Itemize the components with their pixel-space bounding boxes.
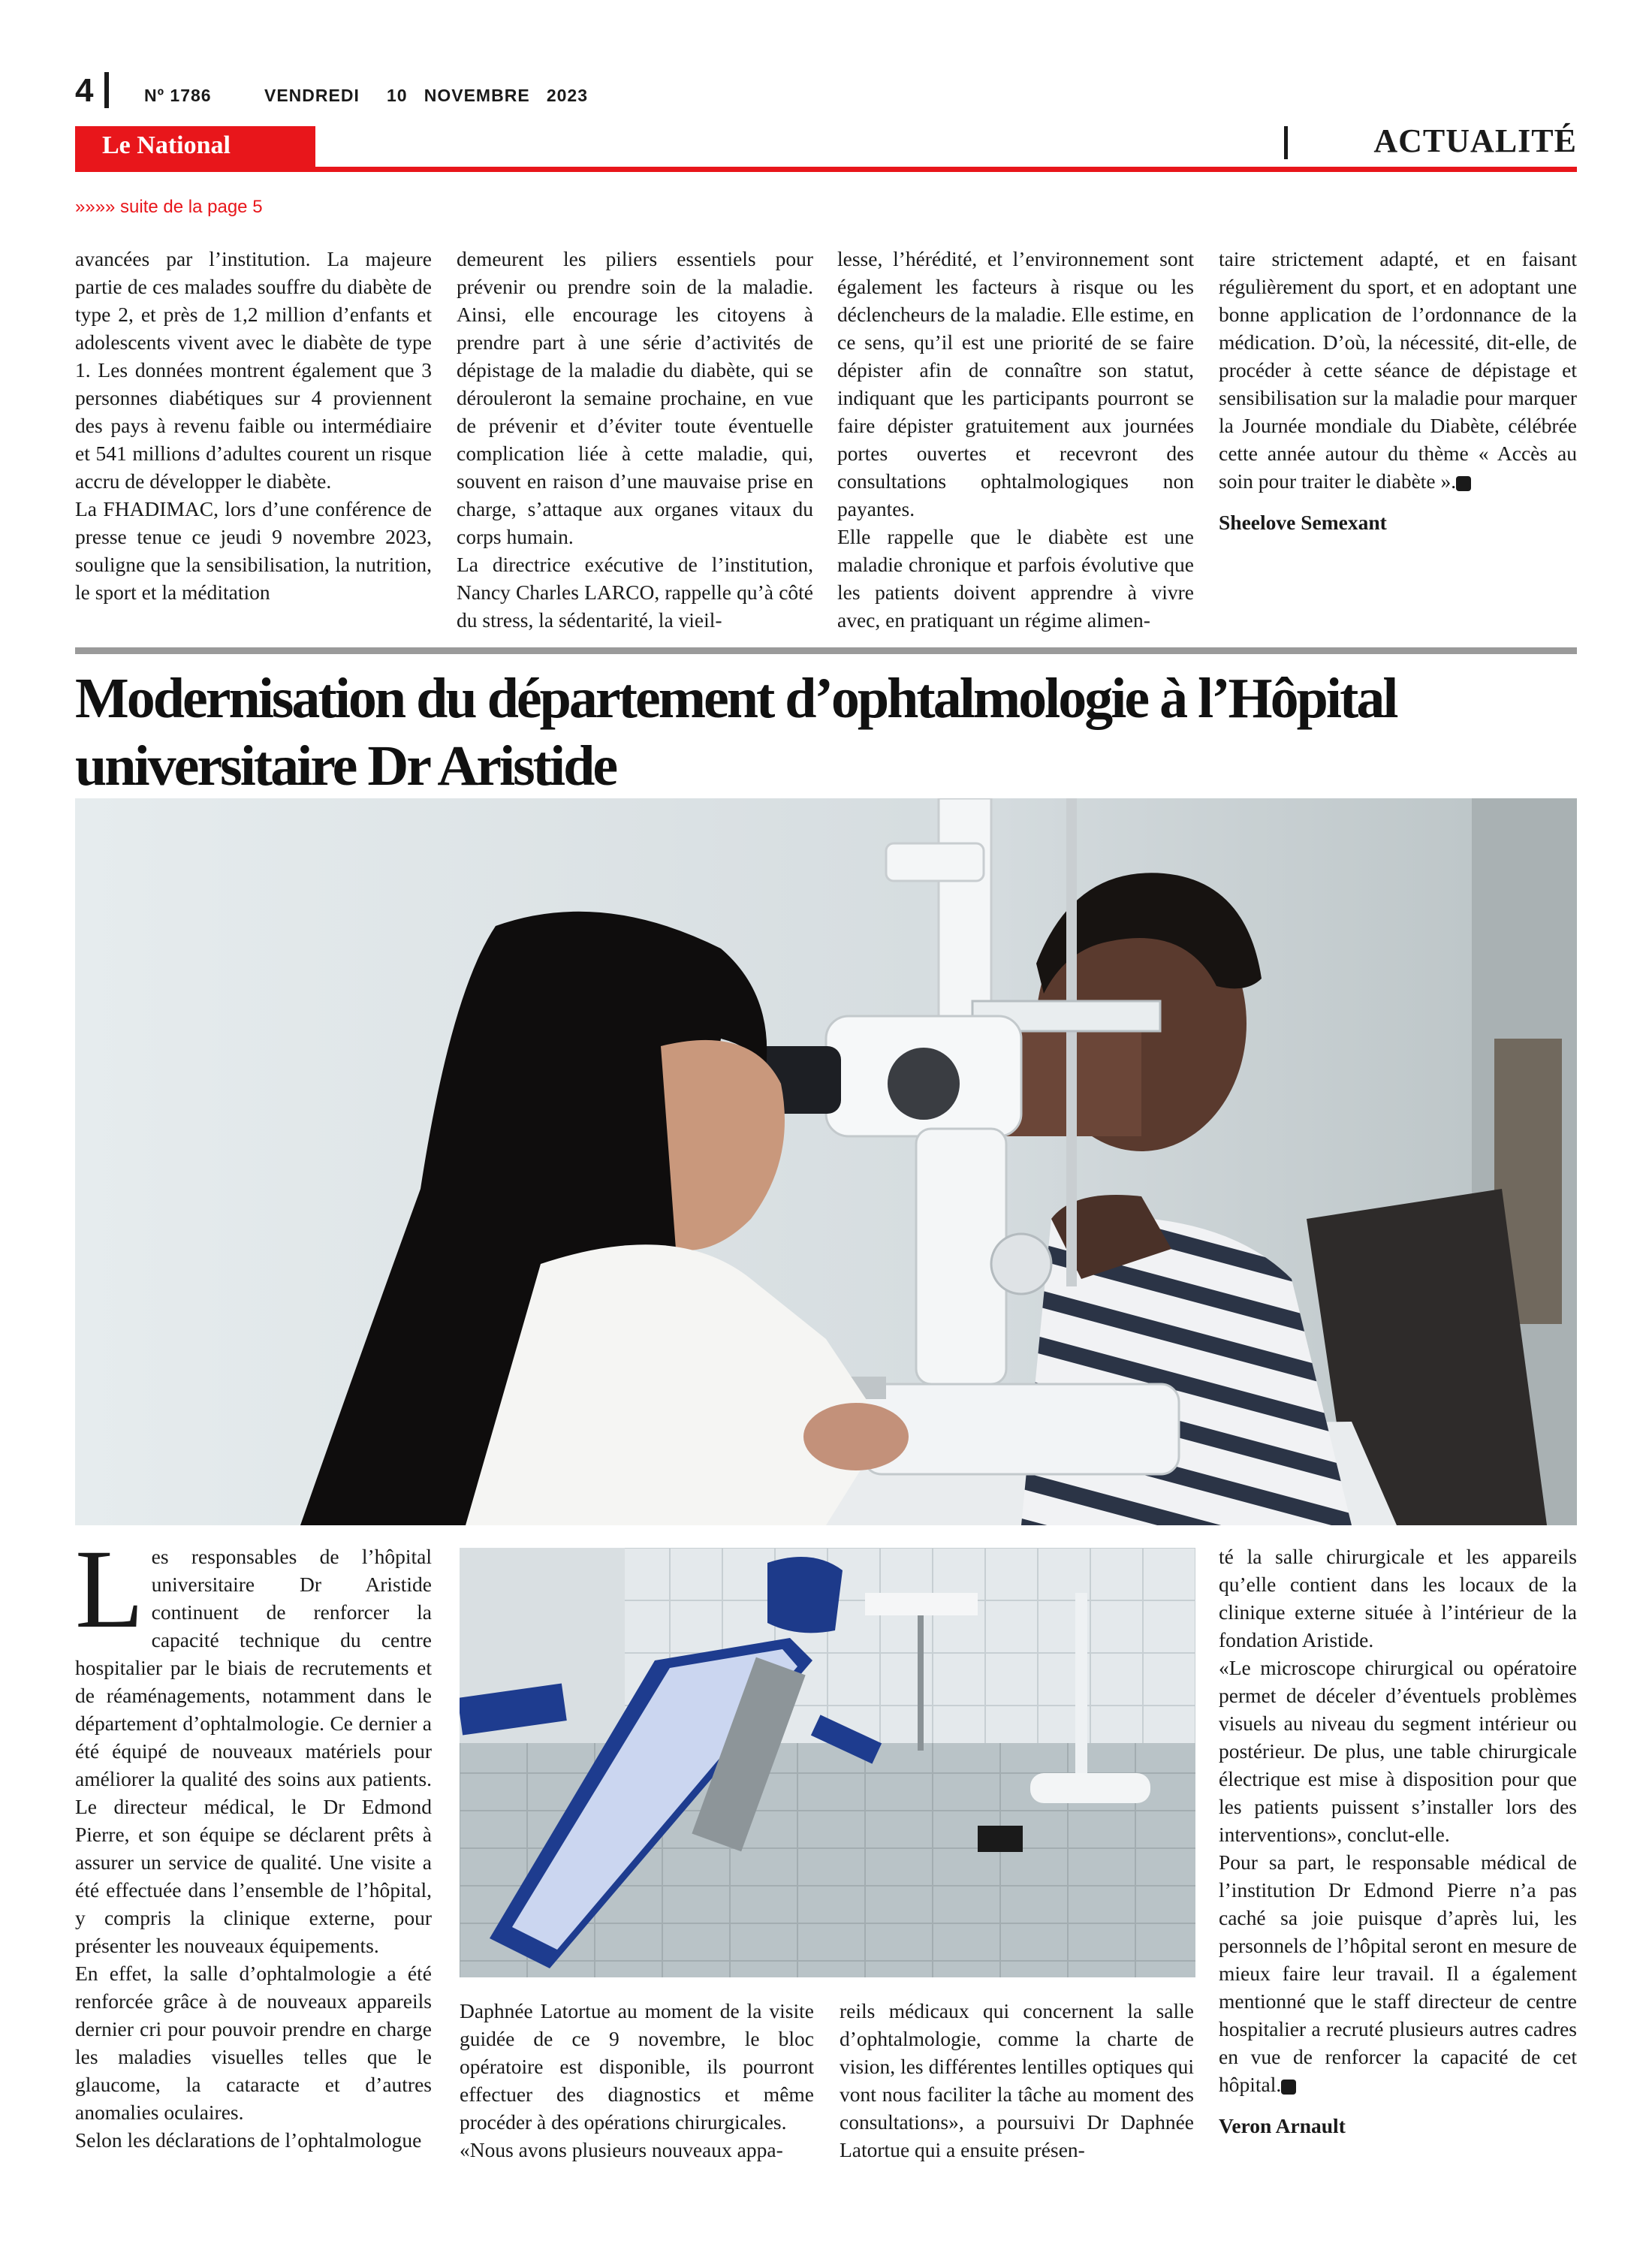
main-article-column-2 bbox=[460, 1997, 814, 2164]
paragraph: Daphnée Latortue au moment de la visite guidée de ce 9 novembre, le bloc opératoire est disponible, ils pourront effectuer des diagnostics et même procéder à des opérations chirurgicales. bbox=[460, 1999, 814, 2134]
section-divider bbox=[1284, 126, 1288, 159]
main-article-column-3 bbox=[840, 1997, 1194, 2164]
page-number-divider bbox=[104, 72, 109, 108]
issue-date: 10 NOVEMBRE 2023 bbox=[387, 86, 588, 105]
top-article-column-2 bbox=[457, 245, 813, 634]
top-article-column-1 bbox=[75, 245, 432, 606]
main-article-column-4 bbox=[1219, 1543, 1577, 2140]
author-byline: Sheelove Semexant bbox=[1219, 511, 1387, 534]
end-mark-icon bbox=[1281, 2080, 1296, 2095]
paragraph: Elle rappelle que le diabète est une maladie chronique et parfois évolutive que les patients doivent apprendre à vivre avec, en pratiquant un régime alimen- bbox=[837, 525, 1194, 632]
paragraph: reils médicaux qui concernent la salle d’ophtalmologie, comme la charte de vision, les différentes lentilles optiques qui vont nous faciliter la tâche au moment des consultations», a poursuivi Dr Daphnée Latortue qui a ensuite présen- bbox=[840, 1999, 1194, 2161]
paragraph: té la salle chirurgicale et les appareils qu’elle contient dans les locaux de la clinique externe située à l’intérieur de la fondation Aristide. bbox=[1219, 1545, 1577, 1651]
paragraph bbox=[1219, 1848, 1577, 2098]
article-separator bbox=[75, 647, 1577, 654]
paragraph: «Nous avons plusieurs nouveaux appa- bbox=[460, 2138, 783, 2161]
paragraph: demeurent les piliers essentiels pour prévenir ou prendre soin de la maladie. Ainsi, elle encourage les citoyens à prendre part à une série d’activités de dépistage de la maladie du diabète, qui se dérouleront la semaine prochaine, en vue de prévenir et d’éviter toute éventuelle complication liée à cette maladie, qui, souvent en raison d’une mauvaise prise en charge, s’attaque aux organes vitaux du corps humain. bbox=[457, 247, 813, 548]
slit-lamp-exam-photo bbox=[75, 798, 1577, 1525]
issue-day: VENDREDI bbox=[264, 86, 360, 105]
paragraph-text: Pour sa part, le responsable médical de l’institution Dr Edmond Pierre n’a pas caché sa joie puisque d’après lui, les personnels de l’hôpital seront en mesure de mieux faire leur travail. Il a également mentionné que le staff directeur de centre hospitalier a recruté plusieurs autres cadres en vue de renforcer la capacité de cet hôpital. bbox=[1219, 1850, 1577, 2096]
main-article-column-1 bbox=[75, 1527, 432, 2154]
author-byline: Veron Arnault bbox=[1219, 2114, 1346, 2137]
paragraph-text: taire strictement adapté, et en faisant régulièrement du sport, et en adoptant une bonne application de l’ordonnance de la médication. D’où, la nécessité, dit-elle, de procéder à cette séance de dépistage et sensibilisation sur la maladie pour marquer la Journée mondiale du Diabète, célébrée cette année autour du thème « Accès au soin pour traiter le diabète ». bbox=[1219, 247, 1577, 493]
paragraph: La FHADIMAC, lors d’une conférence de presse tenue ce jeudi 9 novembre 2023, souligne que la sensibilisation, la nutrition, le sport et la méditation bbox=[75, 497, 432, 604]
page-number: 4 bbox=[75, 72, 94, 109]
end-mark-icon bbox=[1456, 476, 1471, 491]
paragraph bbox=[75, 1527, 432, 1959]
newspaper-logo: Le National bbox=[102, 131, 231, 159]
section-title: ACTUALITÉ bbox=[1373, 122, 1577, 159]
paragraph: La directrice exécutive de l’institution, Nancy Charles LARCO, rappelle qu’à côté du stress, la sédentarité, la vieil- bbox=[457, 553, 813, 632]
paragraph bbox=[1219, 245, 1577, 495]
top-article-column-3 bbox=[837, 245, 1194, 634]
paragraph-text: es responsables de l’hôpital universitaire Dr Aristide continuent de renforcer la capacité technique du centre hospitalier par le biais de recrutements et de réaménagements, notamment dans le département d’ophtalmologie. Ce dernier a été équipé de nouveaux matériels pour améliorer la qualité des soins aux patients. Le directeur médical, le Dr Edmond Pierre, et son équipe se déclarent prêts à assurer un service de qualité. Une visite a été effectuée dans l’ensemble de l’hôpital, y compris la clinique externe, pour présenter les nouveaux équipements. bbox=[75, 1545, 432, 1957]
headline: Modernisation du département d’ophtalmologie à l’Hôpital universitaire Dr Aristide bbox=[75, 667, 1397, 798]
paragraph: lesse, l’hérédité, et l’environnement sont également les facteurs à risque ou les déclencheurs de la maladie. Elle estime, en ce sens, qu’il est une priorité de se faire dépister afin de connaître son statut, indiquant que les participants pourront se faire dépister gratuitement aux journées portes ouvertes et recevront des consultations ophtalmologiques non payantes. bbox=[837, 247, 1194, 520]
paragraph: Selon les déclarations de l’ophtalmologue bbox=[75, 2128, 422, 2152]
paragraph: «Le microscope chirurgical ou opératoire permet de déceler d’éventuels problèmes visuels au niveau du segment intérieur ou postérieur. De plus, une table chirurgicale électrique est mise à disposition pour que les patients puissent s’installer lors des interventions», conclut-elle. bbox=[1219, 1656, 1577, 1846]
paragraph: avancées par l’institution. La majeure partie de ces malades souffre du diabète de type 2, et près de 1,2 million d’enfants et adolescents vivent avec le diabète de type 1. Les données montrent également que 3 personnes diabétiques sur 4 proviennent des pays à revenu faible ou intermédiaire et 541 millions d’adultes courent un risque accru de développer le diabète. bbox=[75, 247, 432, 493]
top-article-column-4 bbox=[1219, 245, 1577, 536]
drop-cap: L bbox=[75, 1527, 144, 1651]
paragraph: En effet, la salle d’ophtalmologie a été renforcée grâce à de nouveaux appareils dernier cri pour pouvoir prendre en charge les maladies visuelles telles que le glaucome, la cataracte et d’autres anomalies oculaires. bbox=[75, 1962, 432, 2124]
operating-room-photo bbox=[460, 1548, 1195, 1977]
continued-from-link[interactable]: »»»» suite de la page 5 bbox=[75, 197, 263, 217]
issue-number: Nº 1786 bbox=[144, 86, 212, 105]
header-rule bbox=[75, 167, 1577, 172]
